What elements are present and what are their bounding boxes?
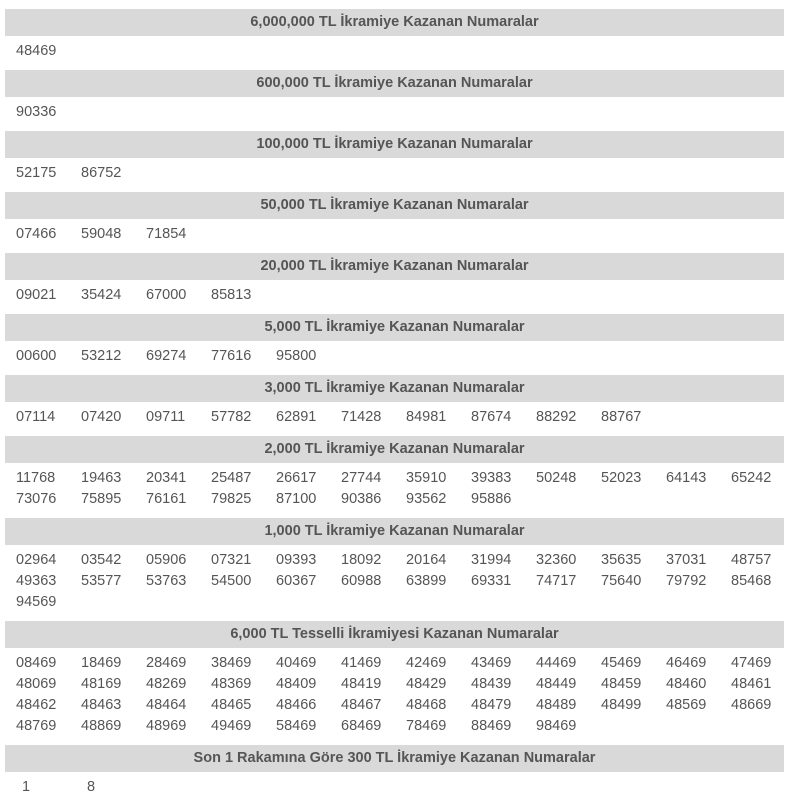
winning-number: 00600 [16,348,57,364]
winning-number: 60988 [341,573,382,589]
results-list [5,9,784,806]
winning-number: 64143 [666,470,707,486]
prize-section [5,375,784,436]
winning-number: 42469 [406,655,447,671]
prize-section-header: 600,000 TL İkramiye Kazanan Numaralar [5,70,784,97]
winning-number: 41469 [341,655,382,671]
prize-section [5,131,784,192]
prize-section [5,621,784,745]
winning-number: 49469 [211,718,252,734]
prize-section [5,518,784,621]
winning-number: 48409 [276,676,317,692]
winning-number: 48449 [536,676,577,692]
winning-number: 85813 [211,287,252,303]
winning-number: 86752 [81,165,122,181]
winning-number: 48468 [406,697,447,713]
winning-number: 46469 [666,655,707,671]
winning-number: 48419 [341,676,382,692]
winning-number: 54500 [211,573,252,589]
winning-number: 53212 [81,348,122,364]
winning-number: 85468 [731,573,772,589]
winning-number: 73076 [16,491,57,507]
winning-number: 26617 [276,470,317,486]
winning-number: 48757 [731,552,772,568]
winning-number: 63899 [406,573,447,589]
winning-number: 60367 [276,573,317,589]
winning-number: 48669 [731,697,772,713]
winning-number: 95886 [471,491,512,507]
winning-number: 87100 [276,491,317,507]
winning-number: 07114 [16,409,56,425]
winning-number: 43469 [471,655,512,671]
prize-section-header: 2,000 TL İkramiye Kazanan Numaralar [5,436,784,463]
winning-number: 07420 [81,409,122,425]
winning-number: 48464 [146,697,187,713]
winning-numbers-grid [5,772,784,806]
winning-number: 1 [22,779,31,795]
winning-numbers-grid [5,280,784,314]
prize-section-header: 20,000 TL İkramiye Kazanan Numaralar [5,253,784,280]
winning-number: 53577 [81,573,122,589]
winning-numbers-grid [5,463,784,518]
winning-number: 09393 [276,552,317,568]
winning-number: 25487 [211,470,252,486]
winning-number: 84981 [406,409,447,425]
winning-number: 69331 [471,573,512,589]
winning-number: 45469 [601,655,642,671]
winning-number: 48461 [731,676,772,692]
winning-number: 94569 [16,594,57,610]
winning-number: 88767 [601,409,642,425]
winning-number: 88469 [471,718,512,734]
winning-number: 57782 [211,409,252,425]
prize-section-header: 100,000 TL İkramiye Kazanan Numaralar [5,131,784,158]
winning-number: 35424 [81,287,122,303]
winning-numbers-grid [5,545,784,621]
winning-number: 44469 [536,655,577,671]
winning-number: 07321 [211,552,252,568]
winning-number: 58469 [276,718,317,734]
winning-number: 48469 [16,43,57,59]
winning-number: 48463 [81,697,122,713]
winning-number: 35910 [406,470,447,486]
winning-number: 48429 [406,676,447,692]
prize-section [5,70,784,131]
winning-number: 39383 [471,470,512,486]
winning-number: 67000 [146,287,187,303]
prize-section [5,436,784,518]
winning-number: 07466 [16,226,57,242]
winning-number: 48489 [536,697,577,713]
winning-number: 48460 [666,676,707,692]
winning-number: 8 [87,779,96,795]
winning-number: 69274 [146,348,187,364]
winning-number: 48169 [81,676,122,692]
winning-number: 08469 [16,655,57,671]
winning-number: 48499 [601,697,642,713]
winning-numbers-grid [5,219,784,253]
prize-section [5,314,784,375]
winning-number: 47469 [731,655,772,671]
winning-number: 68469 [341,718,382,734]
winning-number: 98469 [536,718,577,734]
winning-numbers-grid [5,36,784,70]
winning-number: 48465 [211,697,252,713]
prize-section-header: 5,000 TL İkramiye Kazanan Numaralar [5,314,784,341]
winning-number: 48467 [341,697,382,713]
winning-number: 48479 [471,697,512,713]
winning-numbers-grid [5,341,784,375]
winning-numbers-grid [5,97,784,131]
winning-number: 52023 [601,470,642,486]
winning-number: 48769 [16,718,57,734]
winning-number: 18092 [341,552,382,568]
winning-numbers-grid [5,402,784,436]
winning-number: 11768 [16,470,56,486]
prize-section [5,253,784,314]
winning-number: 75640 [601,573,642,589]
winning-number: 71854 [146,226,187,242]
prize-section [5,9,784,70]
winning-numbers-grid [5,158,784,192]
winning-number: 75895 [81,491,122,507]
winning-number: 93562 [406,491,447,507]
prize-section-header: 3,000 TL İkramiye Kazanan Numaralar [5,375,784,402]
prize-section-header: Son 1 Rakamına Göre 300 TL İkramiye Kazanan Numaralar [5,745,784,772]
winning-number: 18469 [81,655,122,671]
winning-number: 48459 [601,676,642,692]
winning-number: 03542 [81,552,122,568]
winning-number: 52175 [16,165,57,181]
prize-section-header: 1,000 TL İkramiye Kazanan Numaralar [5,518,784,545]
winning-number: 05906 [146,552,187,568]
winning-number: 78469 [406,718,447,734]
winning-number: 53763 [146,573,187,589]
winning-number: 62891 [276,409,317,425]
winning-number: 37031 [666,552,707,568]
winning-number: 09021 [16,287,57,303]
winning-number: 48869 [81,718,122,734]
winning-number: 48569 [666,697,707,713]
winning-number: 65242 [731,470,772,486]
winning-number: 02964 [16,552,57,568]
winning-number: 48269 [146,676,187,692]
winning-number: 48439 [471,676,512,692]
winning-number: 20341 [146,470,187,486]
winning-numbers-grid [5,648,784,745]
winning-number: 71428 [341,409,382,425]
winning-number: 95800 [276,348,317,364]
winning-number: 76161 [146,491,187,507]
prize-section-header: 6,000 TL Tesselli İkramiyesi Kazanan Numaralar [5,621,784,648]
winning-number: 87674 [471,409,512,425]
winning-number: 31994 [471,552,512,568]
winning-number: 49363 [16,573,57,589]
winning-number: 48069 [16,676,57,692]
winning-number: 50248 [536,470,577,486]
winning-number: 48369 [211,676,252,692]
winning-number: 35635 [601,552,642,568]
winning-number: 48462 [16,697,57,713]
prize-section-header: 6,000,000 TL İkramiye Kazanan Numaralar [5,9,784,36]
winning-number: 27744 [341,470,382,486]
prize-section [5,745,784,806]
winning-number: 48466 [276,697,317,713]
winning-number: 88292 [536,409,577,425]
winning-number: 74717 [536,573,577,589]
winning-number: 09711 [146,409,186,425]
winning-number: 79825 [211,491,252,507]
winning-number: 20164 [406,552,447,568]
winning-number: 90386 [341,491,382,507]
winning-number: 19463 [81,470,122,486]
winning-number: 77616 [211,348,252,364]
winning-number: 90336 [16,104,57,120]
winning-number: 79792 [666,573,707,589]
winning-number: 40469 [276,655,317,671]
winning-number: 32360 [536,552,577,568]
winning-number: 38469 [211,655,252,671]
winning-number: 48969 [146,718,187,734]
prize-section [5,192,784,253]
winning-number: 59048 [81,226,122,242]
prize-section-header: 50,000 TL İkramiye Kazanan Numaralar [5,192,784,219]
winning-number: 28469 [146,655,187,671]
